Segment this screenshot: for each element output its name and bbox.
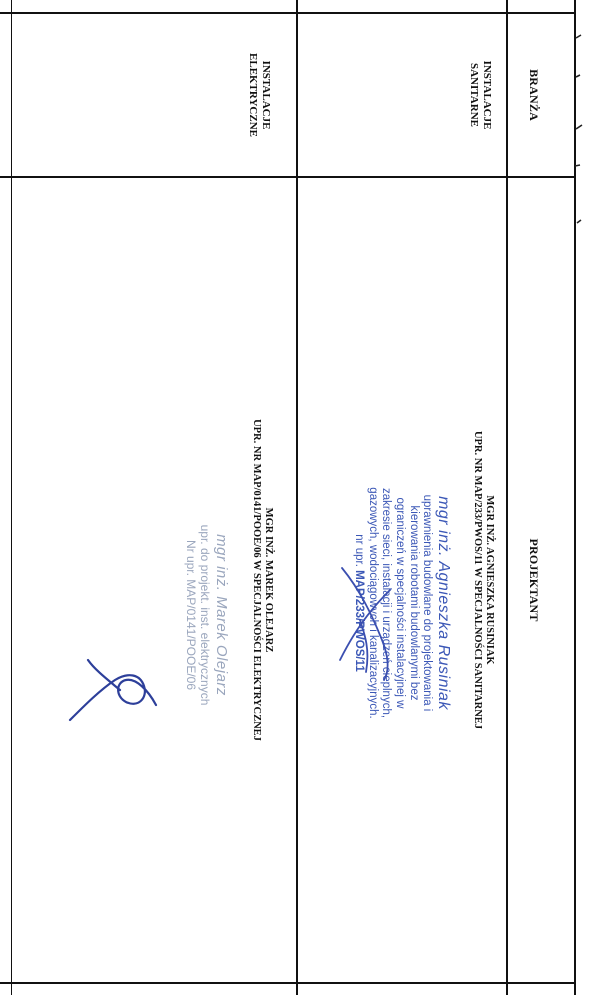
designer-name: MGR INŻ. AGNIESZKA RUSINIAK bbox=[484, 495, 495, 665]
stamp-number: MAP/233/PWOS/11 bbox=[353, 570, 366, 672]
row-elektryczne-branza bbox=[247, 14, 272, 176]
row-divider bbox=[296, 0, 298, 995]
branza-line-2: ELEKTRYCZNE bbox=[247, 53, 260, 137]
stamp-line: zakresie sieci, instalacji i urządzeń cieplnych, bbox=[380, 487, 393, 719]
branza-line-1: INSTALACJE bbox=[260, 60, 272, 130]
stamp-line: upr. do projekt. inst. elektrycznych bbox=[198, 524, 213, 706]
signature-rusiniak bbox=[330, 560, 400, 700]
signature-olejarz bbox=[60, 650, 170, 740]
header-projektant: PROJEKTANT bbox=[527, 538, 541, 622]
stamp-olejarz bbox=[184, 455, 230, 775]
designer-permit: UPR. NR MAP/0141/POOE/06 W SPECJALNOŚCI ELEKTRYCZNEJ bbox=[250, 419, 262, 741]
table-right-border bbox=[0, 982, 576, 984]
stamp-name: mgr inż. Agnieszka Rusiniak bbox=[435, 496, 452, 710]
stamp-name: mgr inż. Marek Olejarz bbox=[213, 534, 230, 696]
stamp-line: Nr upr. MAP/0141/POOE/06 bbox=[184, 539, 199, 691]
designer-permit: UPR. NR MAP/233/PWOS/11 W SPECJALNOŚCI SANITARNEJ bbox=[471, 430, 483, 730]
branza-line-2: SANITARNE bbox=[468, 63, 481, 127]
designer-name: MGR INŻ. MAREK OLEJARZ bbox=[263, 507, 274, 653]
row-sanitarne-designer bbox=[471, 178, 495, 982]
stray-pen-marks bbox=[574, 15, 590, 275]
header-row-divider bbox=[506, 0, 508, 995]
stamp-line: uprawnienia budowlane do projektowania i bbox=[421, 494, 434, 712]
row-elektryczne-designer bbox=[250, 178, 274, 982]
stamp-line: ograniczeń w specjalności instalacyjnej w bbox=[394, 497, 406, 709]
stamp-number-prefix: nr upr. bbox=[353, 534, 366, 567]
row-sanitarne-branza bbox=[468, 14, 493, 176]
row-divider-bottom bbox=[11, 0, 12, 995]
branza-line-1: INSTALACJE bbox=[481, 60, 493, 130]
header-branza: BRANŻA bbox=[527, 69, 541, 121]
stamp-line: gazowych, wodociągowych i kanalizacyjnych. bbox=[366, 487, 379, 719]
stamp-line: kierowania robotami budowlanymi bez bbox=[407, 505, 420, 701]
